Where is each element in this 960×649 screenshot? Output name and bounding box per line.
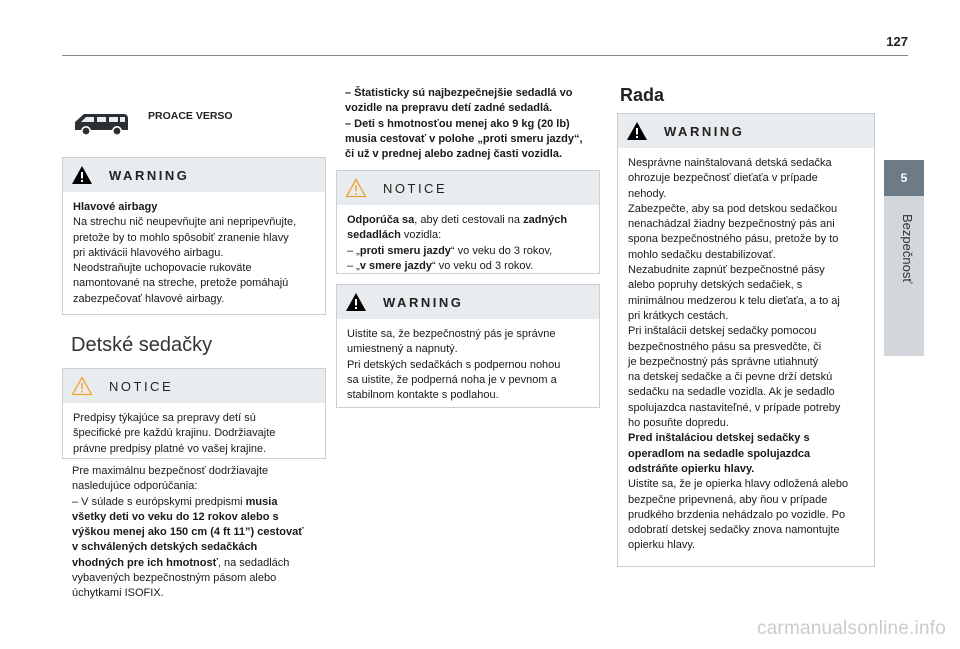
text-fragment: “ vo veku od 3 rokov. [432, 259, 534, 272]
text-line: sa uistite, že podperná noha je v pevnom a [347, 373, 557, 386]
text-emphasis: odstráňte opierku hlavy. [628, 462, 755, 475]
text-line: Uistite sa, že je opierka hlavy odložená alebo [628, 478, 849, 491]
text-line: pri krátkych cestách. [628, 309, 729, 322]
statistics-text [345, 86, 607, 162]
text-line: Nezabudnite zapnúť bezpečnostné pásy [628, 264, 825, 277]
text-line: minimálnou medzerou k telu dieťaťa, a to aj [628, 294, 840, 307]
text-emphasis: v schválených detských sedačkách [72, 541, 258, 554]
text-fragment: vozidla: [400, 229, 442, 242]
text-emphasis: proti smeru jazdy [359, 244, 451, 257]
notice-title: NOTICE [109, 378, 174, 394]
text-emphasis: operadlom na sedadle spolujazdca [628, 447, 811, 460]
vehicle-applicability [72, 104, 332, 144]
warning-box-header [63, 158, 325, 192]
text-line: pretože by to mohlo spôsobiť zranenie hlavy [73, 231, 289, 244]
advice-heading: Rada [620, 85, 665, 105]
recommendations-text [72, 464, 334, 602]
warning-box-header [337, 285, 599, 319]
text-line: ho posuňte dopredu. [628, 417, 729, 430]
text-line: špecifické pre každú krajinu. Dodržiavajte [73, 427, 276, 440]
notice-title: NOTICE [383, 180, 448, 196]
airbag-heading: Hlavové airbagy [73, 201, 158, 213]
text-line: odobratí detskej sedačky znova namontujte [628, 524, 840, 537]
text-line: namontované na streche, pretože pomáhajú [73, 277, 289, 290]
text-line: prudkého brzdenia nehádzalo po vozidle. Po [628, 508, 846, 521]
text-line: Nesprávne nainštalovaná detská sedačka [628, 157, 832, 169]
text-emphasis: Odporúča sa [347, 214, 415, 226]
text-line: alebo popruhy detských sedačiek, s [628, 279, 803, 292]
text-line: Na strechu nič neupevňujte ani nepripevňujte, [73, 216, 297, 229]
chapter-title: Bezpečnosť [900, 214, 915, 284]
text-emphasis: výškou menej ako 150 cm (4 ft 11”) cestovať [72, 526, 304, 539]
text-emphasis: musia [245, 495, 278, 508]
text-line: ohrozuje bezpečnosť dieťaťa v prípade [628, 172, 818, 185]
notice-regulations-box [62, 368, 326, 459]
text-emphasis: sedadlách [347, 229, 401, 242]
text-line: bezpečnostného pásu sa presvedčte, či [628, 340, 822, 353]
notice-box-header [63, 369, 325, 403]
warning-support-box [336, 284, 600, 408]
text-line: Pre maximálnu bezpečnosť dodržiavajte [72, 465, 269, 477]
text-fragment: – „ [347, 244, 360, 257]
text-line: Neodstraňujte uchopovacie rukoväte [73, 262, 252, 275]
text-line: – Deti s hmotnosťou menej ako 9 kg (20 lb) [345, 117, 570, 130]
text-fragment: , na sedadlách [217, 556, 290, 569]
text-emphasis: Pred inštaláciou detskej sedačky s [628, 432, 810, 445]
text-line: pri aktivácii hlavového airbagu. [73, 246, 224, 259]
vehicle-model-label: PROACE VERSO [148, 110, 233, 122]
text-line: nehody. [628, 187, 667, 200]
text-line: zabezpečovať hlavové airbagy. [73, 292, 225, 305]
text-line: vybavených bezpečnostným pásom alebo [72, 572, 277, 585]
warning-title: WARNING [109, 167, 190, 183]
text-line: nenachádzal žiadny bezpečnostný pás ani [628, 218, 835, 231]
text-line: Uistite sa, že bezpečnostný pás je správne [347, 328, 556, 340]
warning-triangle-icon [71, 165, 93, 185]
warning-airbag-box [62, 157, 326, 315]
warning-title: WARNING [383, 294, 464, 310]
watermark: carmanualsonline.info [756, 618, 946, 639]
text-emphasis: v smere jazdy [359, 259, 432, 272]
text-line: – Štatisticky sú najbezpečnejšie sedadlá vo [345, 87, 573, 99]
warning-triangle-icon [345, 292, 367, 312]
text-emphasis: všetky deti vo veku do 12 rokov alebo s [72, 510, 279, 523]
section-title: Detské sedačky [71, 334, 213, 356]
text-line: nasledujúce odporúčania: [72, 480, 198, 493]
text-line: či už v prednej alebo zadnej časti vozidla. [345, 148, 563, 161]
text-fragment: – „ [347, 259, 360, 272]
text-line: mohlo sedačku destabilizovať. [628, 248, 776, 261]
text-emphasis: vhodných pre ich hmotnosť [72, 556, 218, 569]
text-line: umiestnený a napnutý. [347, 343, 458, 356]
notice-triangle-icon [71, 376, 93, 396]
text-fragment: – V súlade s európskymi predpismi [72, 495, 246, 508]
warning-advice-box [617, 113, 875, 567]
text-line: musia cestovať v polohe „proti smeru jazdy“, [345, 132, 583, 145]
notice-triangle-icon [345, 178, 367, 198]
notice-direction-box [336, 170, 600, 274]
page-number: 127 [886, 34, 908, 49]
text-line: právne predpisy platné vo vašej krajine. [73, 442, 267, 455]
text-emphasis: zadných [523, 214, 568, 226]
text-fragment: “ vo veku do 3 rokov, [450, 244, 553, 257]
header-rule [62, 55, 908, 56]
warning-title: WARNING [664, 123, 745, 139]
text-line: Pri inštalácii detskej sedačky pomocou [628, 325, 817, 338]
text-line: sedačku na sedadle vozidla. Ak je sedadlo [628, 386, 835, 399]
text-line: úchytkami ISOFIX. [72, 587, 164, 600]
text-line: Pri detských sedačkách s podpernou nohou [347, 358, 561, 371]
text-line: vozidle na prepravu detí zadné sedadlá. [345, 102, 553, 115]
text-line: stabilnom kontakte s podlahou. [347, 389, 499, 402]
warning-triangle-icon [626, 121, 648, 141]
text-line: je bezpečnostný pás správne utiahnutý [628, 355, 819, 368]
warning-box-header [618, 114, 874, 148]
text-fragment: , aby deti cestovali na [414, 214, 524, 226]
text-line: opierku hlavy. [628, 539, 696, 552]
text-line: Zabezpečte, aby sa pod detskou sedačkou [628, 202, 838, 215]
text-line: spona bezpečnostného pásu, pretože by to [628, 233, 839, 246]
chapter-number-tab[interactable]: 5 [884, 160, 924, 196]
notice-box-header [337, 171, 599, 205]
text-line: na detskej sedačke a či pevne drží detskú [628, 371, 833, 384]
van-icon [72, 110, 132, 138]
text-line: Predpisy týkajúce sa prepravy detí sú [73, 412, 256, 424]
text-line: bezpečne pripevnená, aby ňou v prípade [628, 493, 828, 506]
text-line: spolujazdca nastaviteľné, v prípade potreby [628, 401, 841, 414]
